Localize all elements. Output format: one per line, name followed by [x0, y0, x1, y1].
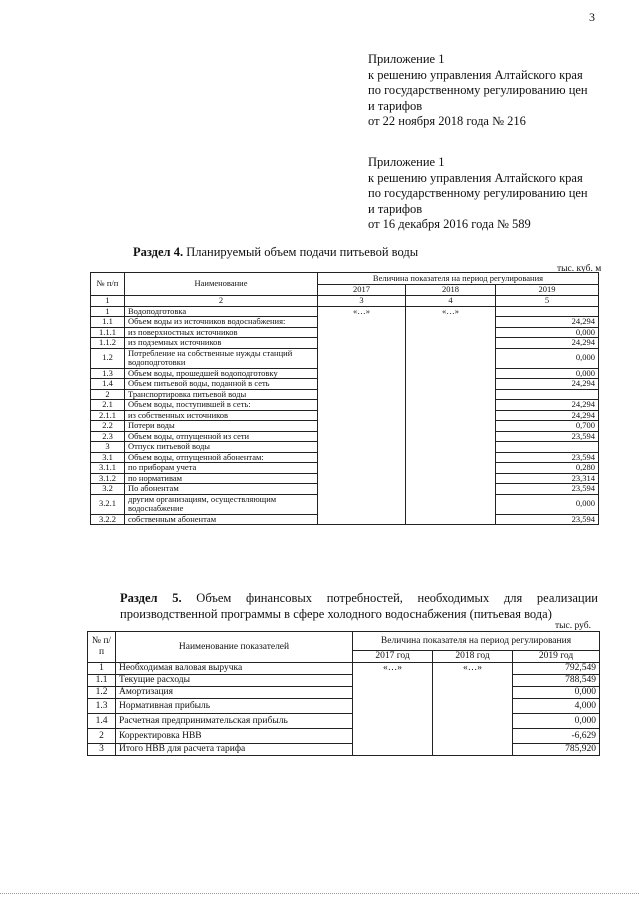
year-2019-value [496, 389, 599, 400]
row-name: Объем воды, отпущенной из сети [125, 431, 318, 442]
table-row [88, 675, 600, 687]
row-number: 1 [88, 663, 116, 675]
year-2019-value: 24,294 [496, 338, 599, 349]
appendix-note-current [368, 52, 588, 130]
year-2019-value: -6,629 [513, 729, 600, 744]
header-period: Величина показателя на период регулирования [318, 273, 599, 285]
row-number: 2.1 [91, 400, 125, 411]
row-number: 3 [88, 744, 116, 756]
row-name: собственным абонентам [125, 514, 318, 525]
financial-needs-table [87, 631, 600, 756]
header-year-2017: 2017 [318, 285, 406, 296]
row-number: 3.2.1 [91, 494, 125, 514]
row-name: Потери воды [125, 421, 318, 432]
section4-title-bold: Раздел 4. [133, 245, 184, 259]
row-number: 1.1.2 [91, 338, 125, 349]
row-name: другим организациям, осуществляющим водоснабжение [125, 494, 318, 514]
header-year-2017: 2017 год [353, 651, 433, 663]
year-2019-value: 23,594 [496, 514, 599, 525]
row-name: Объем воды, прошедшей водоподготовку [125, 368, 318, 379]
table-row [88, 663, 600, 675]
header-num: № п/п [88, 632, 116, 663]
year-2019-value [496, 306, 599, 317]
row-number: 2.2 [91, 421, 125, 432]
row-number: 3.1 [91, 452, 125, 463]
appendix-line: по государственному регулированию цен [368, 186, 588, 200]
table-row [88, 729, 600, 744]
row-number: 3 [91, 442, 125, 453]
row-name: Объем воды, отпущенной абонентам: [125, 452, 318, 463]
row-name: Нормативная прибыль [116, 699, 353, 714]
row-name: Необходимая валовая выручка [116, 663, 353, 675]
row-number: 2 [88, 729, 116, 744]
year-2019-value [496, 442, 599, 453]
row-name: Водоподготовка [125, 306, 318, 317]
year-2017-placeholder: «…» [318, 306, 406, 525]
year-2019-value: 23,594 [496, 431, 599, 442]
row-number: 1.1 [91, 317, 125, 328]
row-name: Итого НВВ для расчета тарифа [116, 744, 353, 756]
header-num: № п/п [91, 273, 125, 296]
section5-unit: тыс. руб. [555, 621, 591, 631]
header-year-2018: 2018 год [433, 651, 513, 663]
year-2019-value: 0,000 [496, 327, 599, 338]
row-name: Транспортировка питьевой воды [125, 389, 318, 400]
year-2019-value: 0,000 [513, 714, 600, 729]
table-row [88, 687, 600, 699]
page-bottom-edge [0, 893, 639, 894]
appendix-line: и тарифов [368, 201, 423, 216]
row-name: Потребление на собственные нужды станций водоподготовки [125, 348, 318, 368]
section5-title-text: Объем финансовых потребностей, необходимых для реализации производственной программы в сфере холодного водоснабжения (питьевая вода) [120, 591, 598, 621]
row-name: Объем питьевой воды, поданной в сеть [125, 379, 318, 390]
appendix-line: по государственному регулированию цен [368, 83, 588, 97]
row-name: Амортизация [116, 687, 353, 699]
appendix-line: от 16 декабря 2016 года № 589 [368, 217, 531, 231]
year-2019-value: 792,549 [513, 663, 600, 675]
section4-title [133, 245, 418, 260]
appendix-line: Приложение 1 [368, 155, 445, 169]
header-name: Наименование показателей [116, 632, 353, 663]
header-name: Наименование [125, 273, 318, 296]
year-2019-value: 23,314 [496, 473, 599, 484]
row-name: Отпуск питьевой воды [125, 442, 318, 453]
appendix-line: от 22 ноября 2018 года № 216 [368, 114, 526, 128]
header-year-2018: 2018 [406, 285, 496, 296]
year-2019-value: 23,594 [496, 484, 599, 495]
section4-unit: тыс. куб. м [557, 264, 602, 274]
year-2019-value: 0,000 [496, 368, 599, 379]
row-name: Объем воды из источников водоснабжения: [125, 317, 318, 328]
row-name: из поверхностных источников [125, 327, 318, 338]
header-year-2019: 2019 год [513, 651, 600, 663]
row-number: 3.1.1 [91, 463, 125, 474]
row-name: по нормативам [125, 473, 318, 484]
row-name: из собственных источников [125, 410, 318, 421]
col-number: 2 [125, 296, 318, 307]
row-number: 3.2.2 [91, 514, 125, 525]
year-2019-value: 24,294 [496, 317, 599, 328]
section5-title [120, 590, 598, 622]
year-2019-value: 788,549 [513, 675, 600, 687]
row-name: Текущие расходы [116, 675, 353, 687]
year-2019-value: 24,294 [496, 379, 599, 390]
year-2019-value: 23,594 [496, 452, 599, 463]
col-number: 4 [406, 296, 496, 307]
col-number: 5 [496, 296, 599, 307]
section5-title-bold: Раздел 5. [120, 591, 182, 605]
appendix-line: Приложение 1 [368, 52, 445, 66]
row-number: 1.4 [88, 714, 116, 729]
appendix-note-original [368, 155, 588, 233]
section4-title-text: Планируемый объем подачи питьевой воды [183, 245, 419, 259]
table-row [88, 699, 600, 714]
row-number: 2.1.1 [91, 410, 125, 421]
year-2019-value: 4,000 [513, 699, 600, 714]
row-number: 1.1.1 [91, 327, 125, 338]
table-row [91, 306, 599, 317]
table-row [88, 744, 600, 756]
row-number: 3.2 [91, 484, 125, 495]
row-number: 3.1.2 [91, 473, 125, 484]
row-number: 2.3 [91, 431, 125, 442]
year-2019-value: 0,700 [496, 421, 599, 432]
year-2018-placeholder: «…» [406, 306, 496, 525]
row-number: 1.3 [88, 699, 116, 714]
row-number: 1 [91, 306, 125, 317]
year-2019-value: 0,000 [513, 687, 600, 699]
row-name: Объем воды, поступившей в сеть: [125, 400, 318, 411]
year-2019-value: 24,294 [496, 400, 599, 411]
header-year-2019: 2019 [496, 285, 599, 296]
col-number: 1 [91, 296, 125, 307]
year-2019-value: 0,000 [496, 348, 599, 368]
row-number: 1.4 [91, 379, 125, 390]
appendix-line: к решению управления Алтайского края [368, 67, 583, 82]
year-2019-value: 0,280 [496, 463, 599, 474]
row-name: По абонентам [125, 484, 318, 495]
year-2017-placeholder: «…» [353, 663, 433, 756]
table-row [88, 714, 600, 729]
row-name: по приборам учета [125, 463, 318, 474]
row-number: 1.3 [91, 368, 125, 379]
page-number: 3 [589, 10, 595, 24]
row-number: 2 [91, 389, 125, 400]
year-2019-value: 24,294 [496, 410, 599, 421]
row-name: Расчетная предпринимательская прибыль [116, 714, 353, 729]
appendix-line: к решению управления Алтайского края [368, 170, 583, 185]
row-number: 1.2 [88, 687, 116, 699]
row-name: из подземных источников [125, 338, 318, 349]
year-2018-placeholder: «…» [433, 663, 513, 756]
col-number: 3 [318, 296, 406, 307]
row-name: Корректировка НВВ [116, 729, 353, 744]
header-period: Величина показателя на период регулирования [353, 632, 600, 651]
row-number: 1.1 [88, 675, 116, 687]
appendix-line: и тарифов [368, 98, 423, 113]
year-2019-value: 785,920 [513, 744, 600, 756]
row-number: 1.2 [91, 348, 125, 368]
year-2019-value: 0,000 [496, 494, 599, 514]
water-volume-table [90, 272, 599, 525]
